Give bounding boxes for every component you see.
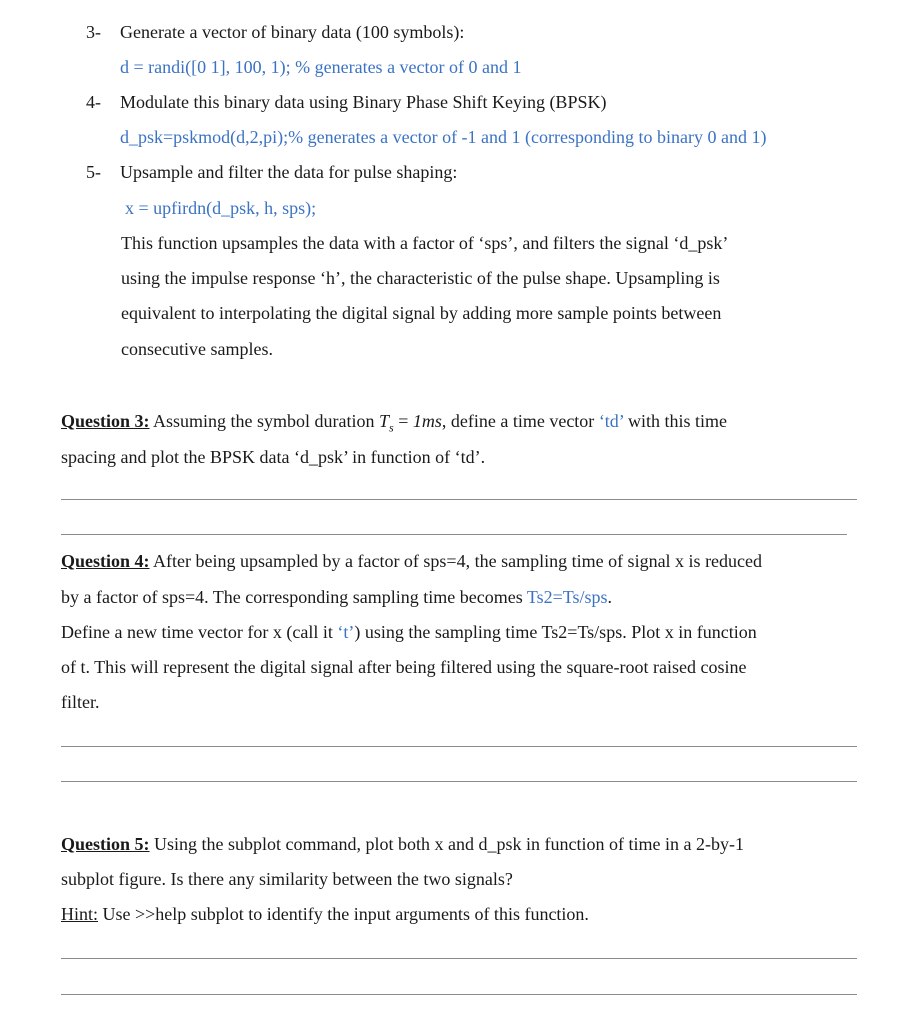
step-5-explanation-line-1: This function upsamples the data with a factor of ‘sps’, and filters the signal ‘d_psk’ (121, 233, 729, 253)
question-4 (61, 550, 762, 572)
step-4 (86, 91, 606, 113)
question-4-line-2 (61, 586, 612, 608)
answer-line (61, 534, 847, 535)
question-3-title: Question 3: (61, 411, 150, 431)
step-5-explanation-line-4: consecutive samples. (121, 339, 273, 359)
ts2-formula: Ts2=Ts/sps (526, 587, 608, 607)
question-3-text-2: , define a time vector (441, 411, 599, 431)
step-5 (86, 161, 457, 183)
symbol-duration-math: $T_s$ (379, 411, 394, 435)
step-5-code: x = upfirdn(d_psk, h, sps); (125, 198, 317, 218)
question-4-line-4: of t. This will represent the digital signal after being filtered using the square-root raised cosine (61, 657, 747, 677)
td-variable: ‘td’ (598, 411, 624, 431)
question-5 (61, 833, 744, 855)
question-5-line-2: subplot figure. Is there any similarity between the two signals? (61, 869, 513, 889)
step-text: Generate a vector of binary data (100 symbols): (120, 22, 465, 42)
period: . (607, 587, 613, 607)
question-4-text: ) using the sampling time Ts2=Ts/sps. Plot x in function (354, 622, 757, 642)
question-3 (61, 410, 727, 439)
answer-line (61, 958, 857, 959)
step-text: Modulate this binary data using Binary Phase Shift Keying (BPSK) (120, 92, 607, 112)
hint-text: Use >>help subplot to identify the input arguments of this function. (98, 904, 589, 924)
question-4-text: by a factor of sps=4. The corresponding sampling time becomes (61, 587, 527, 607)
t-variable: ‘t’ (337, 622, 355, 642)
question-5-text: Using the subplot command, plot both x and d_psk in function of time in a 2-by-1 (149, 834, 744, 854)
step-text: Upsample and filter the data for pulse shaping: (120, 162, 458, 182)
question-3-text: Assuming the symbol duration (149, 411, 380, 431)
step-number: 4- (86, 92, 101, 112)
answer-line (61, 781, 857, 782)
answer-line (61, 994, 857, 995)
answer-line (61, 746, 857, 747)
question-4-title: Question 4: (61, 551, 150, 571)
hint-label: Hint: (61, 904, 99, 924)
step-4-code: d_psk=pskmod(d,2,pi);% generates a vector of -1 and 1 (corresponding to binary 0 and 1) (120, 127, 767, 147)
step-3-code: d = randi([0 1], 100, 1); % generates a vector of 0 and 1 (120, 57, 522, 77)
step-5-explanation-line-3: equivalent to interpolating the digital signal by adding more sample points between (121, 303, 722, 323)
step-3 (86, 21, 464, 43)
answer-line (61, 499, 857, 500)
step-number: 5- (86, 162, 101, 182)
question-4-text: Define a new time vector for x (call it (61, 622, 338, 642)
question-4-line-5: filter. (61, 692, 100, 712)
step-number: 3- (86, 22, 101, 42)
question-4-line-3 (61, 621, 757, 643)
step-5-explanation-line-2: using the impulse response ‘h’, the characteristic of the pulse shape. Upsampling is (121, 268, 720, 288)
question-3-text-3: with this time (623, 411, 727, 431)
math-value: 1ms (412, 411, 442, 431)
question-4-text: After being upsampled by a factor of sps=4, the sampling time of signal x is reduced (149, 551, 763, 571)
hint (61, 903, 589, 925)
question-3-line-2: spacing and plot the BPSK data ‘d_psk’ in function of ‘td’. (61, 447, 486, 467)
math-equals: = (393, 411, 413, 431)
question-5-title: Question 5: (61, 834, 150, 854)
